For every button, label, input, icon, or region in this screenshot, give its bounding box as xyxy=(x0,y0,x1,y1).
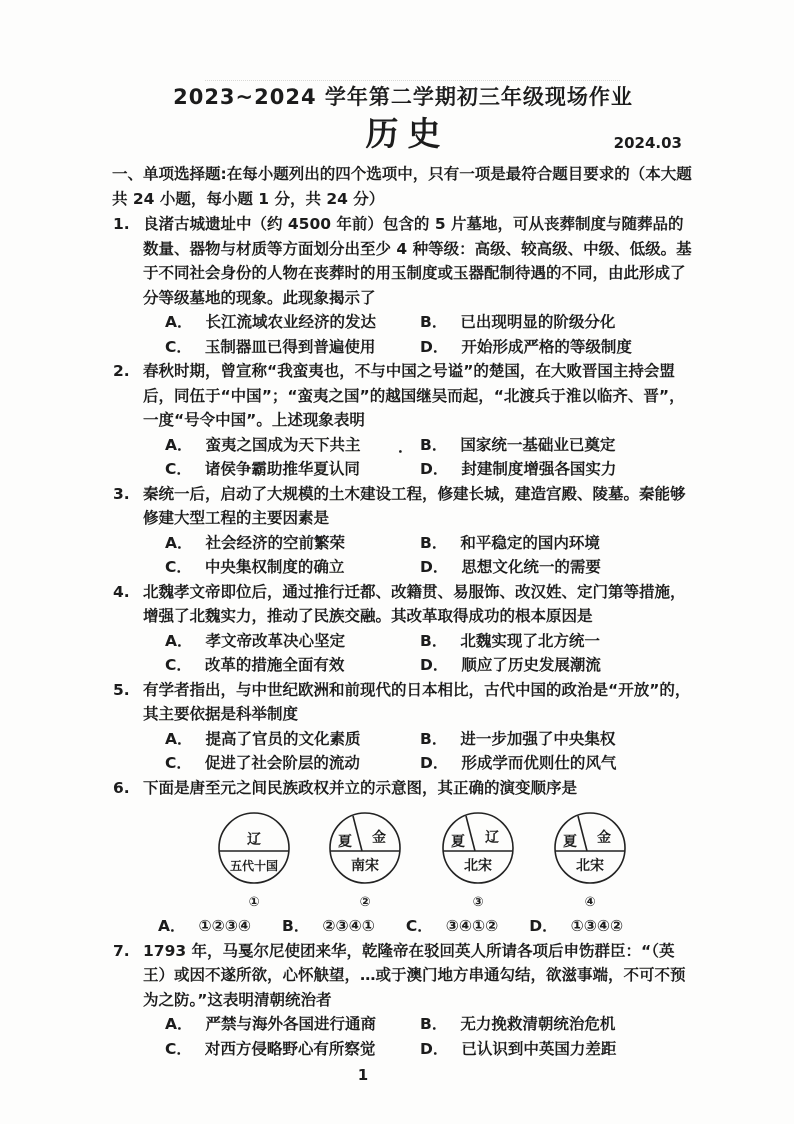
option-text: ①②③④ xyxy=(198,917,251,935)
option-b xyxy=(420,310,694,335)
option-text: 对西方侵略野心有所察觉 xyxy=(204,1039,376,1058)
option-label: D． xyxy=(420,337,449,356)
option-text: 思想文化统一的需要 xyxy=(461,558,601,576)
option-d xyxy=(420,335,694,360)
question-number: 2. xyxy=(113,362,130,380)
diagram-circle-3 xyxy=(443,813,513,910)
option-label: B． xyxy=(420,1015,448,1033)
option-label: C． xyxy=(165,656,192,674)
option-a xyxy=(165,310,420,335)
option-text: ①③④② xyxy=(570,917,624,935)
option-label: A． xyxy=(165,313,193,331)
circle-bottom-label: 北宋 xyxy=(464,858,492,874)
option-text: 社会经济的空前繁荣 xyxy=(205,533,346,552)
question-1 xyxy=(112,212,694,359)
option-c xyxy=(165,1037,420,1062)
question-stem xyxy=(112,939,694,1013)
option-c xyxy=(165,457,420,482)
option-b xyxy=(420,727,694,752)
question-stem-text: 有学者指出，与中世纪欧洲和前现代的日本相比，古代中国的政治是“开放”的，其主要依据是科举制度 xyxy=(143,680,691,723)
option-text: 顺应了历史发展潮流 xyxy=(461,656,601,674)
option-label: B． xyxy=(420,729,448,748)
question-number: 4. xyxy=(113,582,130,601)
scan-artifact-dot: ． xyxy=(398,437,414,456)
circle-bottom-label: 北宋 xyxy=(576,858,604,874)
question-4 xyxy=(112,580,694,678)
question-3 xyxy=(112,482,694,580)
circle-left-label: 夏 xyxy=(338,834,352,850)
option-label: B． xyxy=(282,917,310,935)
option-b xyxy=(420,629,694,654)
subject-title: 历史 xyxy=(365,114,450,153)
option-label: A． xyxy=(165,729,193,748)
option-text: 孝文帝改革决心坚定 xyxy=(205,631,346,650)
question-5 xyxy=(112,678,694,776)
option-b xyxy=(420,433,694,458)
circle-bottom-label: 五代十国 xyxy=(229,859,279,873)
circle-right-label: 金 xyxy=(372,830,386,846)
exam-date: 2024.03 xyxy=(613,134,682,152)
option-d xyxy=(420,555,694,580)
question-stem-text: 良渚古城遗址中（约 4500 年前）包含的 5 片墓地，可从丧葬制度与随葬品的数量、器物与材质等方面划分出至少 4 种等级：高级、较高级、中级、低级。基于不同社会身份的人物在丧葬时的用玉制度或玉器配制待遇的不同，由此形成了分等级墓地的现象。此现象揭示了 xyxy=(143,215,692,307)
option-a xyxy=(165,727,420,752)
option-label: C． xyxy=(165,1039,192,1058)
question-2 xyxy=(112,359,694,482)
circle-right-label: 金 xyxy=(597,830,611,846)
option-label: D． xyxy=(420,656,449,674)
options-grid xyxy=(112,1012,694,1061)
option-text: 玉制器皿已得到普遍使用 xyxy=(204,337,376,356)
question-stem xyxy=(112,678,694,727)
question-stem-text: 1793 年，马戛尔尼使团来华，乾隆帝在驳回英人所请各项后申饬群臣：“（英王）或因不遂所欲，心怀觖望，…或于澳门地方串通勾结，欲滋事端，不可不预为之防。”这表明清朝统治者 xyxy=(143,941,686,1009)
option-label: C． xyxy=(165,558,192,576)
option-label: B． xyxy=(420,631,448,650)
option-label: C． xyxy=(165,337,192,356)
option-text: 北魏实现了北方统一 xyxy=(460,631,600,650)
option-label: C． xyxy=(405,917,433,935)
option-a xyxy=(165,433,420,458)
option-d xyxy=(420,653,694,678)
option-label: A． xyxy=(165,631,193,650)
option-c xyxy=(165,751,420,776)
option-label: D． xyxy=(529,917,558,935)
regime-diagram-wrap xyxy=(112,804,694,912)
option-label: B． xyxy=(420,533,448,552)
circle-right-label: 辽 xyxy=(485,830,499,846)
option-label: C． xyxy=(165,754,192,772)
circle-bottom-label: 南宋 xyxy=(351,858,379,874)
question-number: 1. xyxy=(113,215,130,233)
question-stem xyxy=(112,482,694,531)
question-number: 3. xyxy=(113,484,130,503)
option-text: 长江流域农业经济的发达 xyxy=(205,313,377,331)
option-text: ③④①② xyxy=(445,917,499,935)
question-stem xyxy=(112,580,694,629)
option-d xyxy=(420,751,694,776)
option-b xyxy=(420,531,694,556)
option-text: 和平稳定的国内环境 xyxy=(460,533,600,552)
option-text: 开始形成严格的等级制度 xyxy=(461,337,632,356)
regime-diagram xyxy=(112,804,694,912)
option-label: B． xyxy=(420,313,448,331)
circle-left-label: 夏 xyxy=(451,834,465,850)
option-label: A． xyxy=(165,435,193,454)
option-a xyxy=(158,914,251,939)
option-text: 封建制度增强各国实力 xyxy=(461,460,617,478)
option-text: 形成学而优则仕的风气 xyxy=(461,754,617,772)
question-7 xyxy=(112,939,694,1062)
diagram-circle-1 xyxy=(219,813,289,910)
options-grid xyxy=(112,531,694,580)
circle-number: ④ xyxy=(584,895,596,910)
circle-top-label: 辽 xyxy=(247,832,261,848)
options-row xyxy=(112,914,694,939)
option-label: D． xyxy=(420,1039,449,1058)
option-text: 严禁与海外各国进行通商 xyxy=(205,1015,377,1033)
circle-number: ① xyxy=(248,895,260,910)
option-b xyxy=(420,1012,694,1037)
option-text: 促进了社会阶层的流动 xyxy=(204,754,360,772)
option-text: 改革的措施全面有效 xyxy=(204,656,345,674)
option-text: ②③④① xyxy=(322,917,375,935)
option-label: D． xyxy=(420,754,449,772)
option-c xyxy=(165,335,420,360)
options-grid xyxy=(112,727,694,776)
option-text: 国家统一基础业已奠定 xyxy=(460,435,616,454)
option-label: C． xyxy=(165,460,192,478)
question-number: 5. xyxy=(113,680,130,699)
option-a xyxy=(165,1012,420,1037)
option-text: 无力挽救清朝统治危机 xyxy=(460,1015,616,1033)
question-stem xyxy=(112,359,694,433)
option-text: 蛮夷之国成为天下共主 xyxy=(205,435,361,454)
subject-row xyxy=(112,111,694,157)
options-grid xyxy=(112,310,694,359)
circle-number: ③ xyxy=(472,895,484,910)
question-stem-text: 北魏孝文帝即位后，通过推行迁都、改籍贯、易服饰、改汉姓、定门第等措施，增强了北魏实力，推动了民族交融。其改革取得成功的根本原因是 xyxy=(143,582,686,625)
diagram-circle-4 xyxy=(555,813,625,910)
option-a xyxy=(165,531,420,556)
option-c xyxy=(165,555,420,580)
question-stem xyxy=(112,212,694,310)
option-label: D． xyxy=(420,558,449,576)
option-text: 已认识到中英国力差距 xyxy=(461,1039,617,1058)
option-d xyxy=(420,1037,694,1062)
option-label: A． xyxy=(165,533,193,552)
circle-left-label: 夏 xyxy=(563,834,577,850)
question-stem-text: 春秋时期，曾宣称“我蛮夷也，不与中国之号谥”的楚国，在大败晋国主持会盟后，同伍于“中国”；“蛮夷之国”的越国继吴而起，“北渡兵于淮以临齐、晋”，一度“号令中国”。上述现象表明 xyxy=(143,362,685,429)
question-number: 7. xyxy=(113,941,130,960)
option-a xyxy=(165,629,420,654)
option-text: 中央集权制度的确立 xyxy=(204,558,345,576)
option-label: B． xyxy=(420,435,448,454)
page-number: 1 xyxy=(357,1066,369,1084)
option-text: 提高了官员的文化素质 xyxy=(205,729,361,748)
question-stem-text: 秦统一后，启动了大规模的土木建设工程，修建长城，建造宫殿、陵墓。秦能够修建大型工程的主要因素是 xyxy=(143,484,686,527)
circle-number: ② xyxy=(359,895,371,910)
option-label: D． xyxy=(420,460,449,478)
option-text: 已出现明显的阶级分化 xyxy=(460,313,616,331)
section-instruction: 一、单项选择题:在每小题列出的四个选项中，只有一项是最符合题目要求的（本大题共 24 小题，每小题 1 分，共 24 分） xyxy=(112,165,692,208)
option-b xyxy=(282,914,375,939)
option-text: 进一步加强了中央集权 xyxy=(460,729,616,748)
diagram-circle-2 xyxy=(330,813,400,910)
option-text: 诸侯争霸助推华夏认同 xyxy=(204,460,360,478)
option-c xyxy=(406,914,498,939)
option-c xyxy=(165,653,420,678)
page-title: 2023~2024 学年第二学期初三年级现场作业 xyxy=(173,85,633,109)
option-d xyxy=(529,914,623,939)
options-grid xyxy=(112,433,694,482)
question-6 xyxy=(112,776,694,939)
option-d xyxy=(420,457,694,482)
options-grid xyxy=(112,629,694,678)
question-stem-text: 下面是唐至元之间民族政权并立的示意图，其正确的演变顺序是 xyxy=(143,778,578,797)
question-number: 6. xyxy=(113,778,130,797)
question-stem xyxy=(112,776,694,801)
option-label: A． xyxy=(158,917,186,935)
option-label: A． xyxy=(165,1015,193,1033)
